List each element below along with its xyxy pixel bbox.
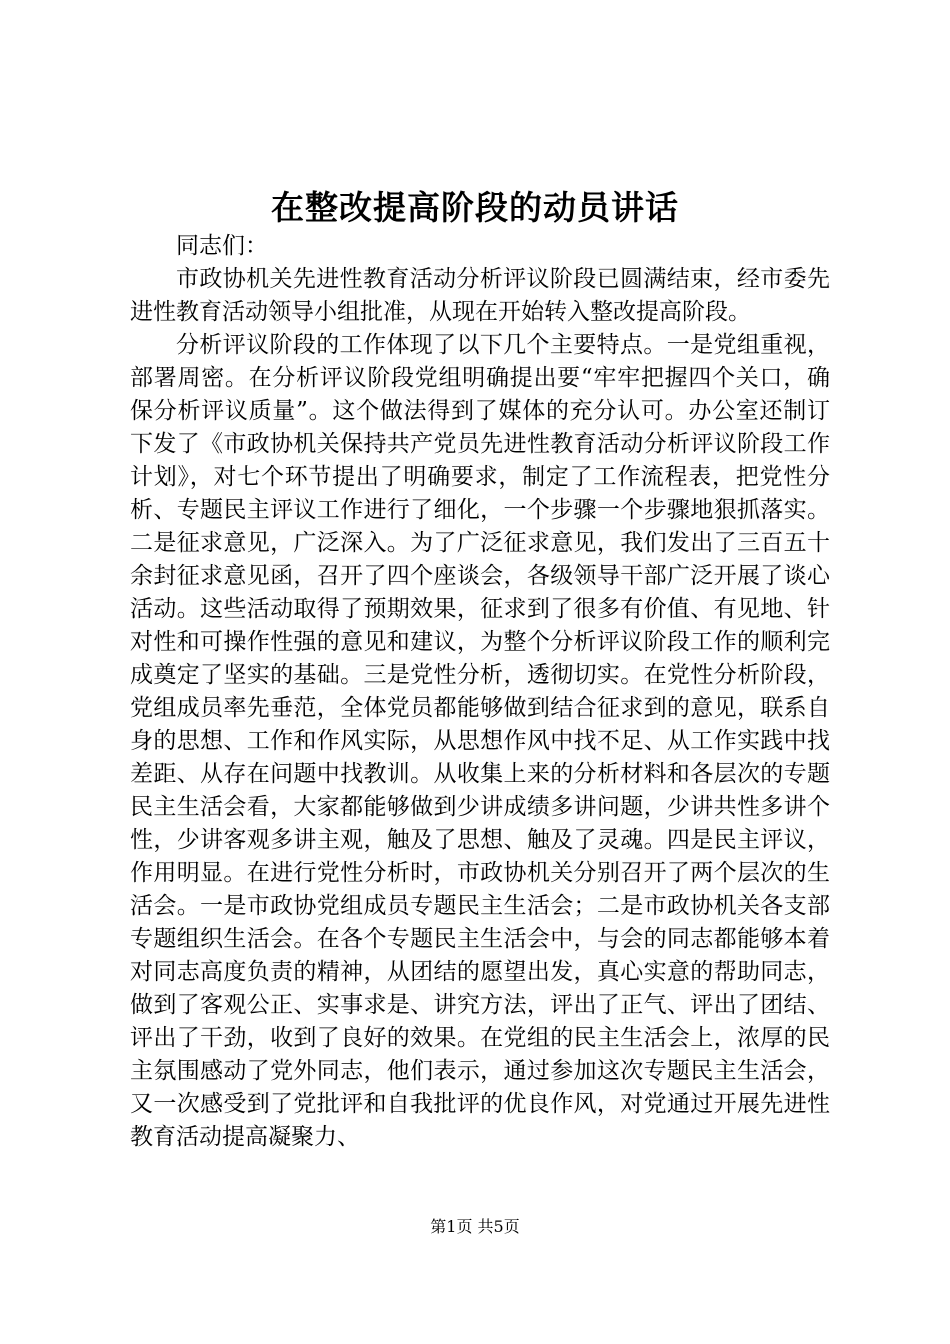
body-paragraph: 分析评议阶段的工作体现了以下几个主要特点。一是党组重视，部署周密。在分析评议阶段党组明确提出要“牢牢把握四个关口，确保分析评议质量”。这个做法得到了媒体的充分认可。办公室还制订下发了《市政协机关保持共产党员先进性教育活动分析评议阶段工作计划》，对七个环节提出了明确要求，制定了工作流程表，把党性分析、专题民主评议工作进行了细化，一个步骤一个步骤地狠抓落实。二是征求意见，广泛深入。为了广泛征求意见，我们发出了三百五十余封征求意见函，召开了四个座谈会，各级领导干部广泛开展了谈心活动。这些活动取得了预期效果，征求到了很多有价值、有见地、针对性和可操作性强的意见和建议，为整个分析评议阶段工作的顺利完成奠定了坚实的基础。三是党性分析，透彻切实。在党性分析阶段，党组成员率先垂范，全体党员都能够做到结合征求到的意见，联系自身的思想、工作和作风实际，从思想作风中找不足、从工作实践中找差距、从存在问题中找教训。从收集上来的分析材料和各层次的专题民主生活会看，大家都能够做到少讲成绩多讲问题，少讲共性多讲个性，少讲客观多讲主观，触及了思想、触及了灵魂。四是民主评议，作用明显。在进行党性分析时，市政协机关分别召开了两个层次的生活会。一是市政协党组成员专题民主生活会；二是市政协机关各支部专题组织生活会。在各个专题民主生活会中，与会的同志都能够本着对同志高度负责的精神，从团结的愿望出发，真心实意的帮助同志，做到了客观公正、实事求是、讲究方法，评出了正气、评出了团结、评出了干劲，收到了良好的效果。在党组的民主生活会上，浓厚的民主氛围感动了党外同志，他们表示，通过参加这次专题民主生活会，又一次感受到了党批评和自我批评的优良作风，对党通过开展先进性教育活动提高凝聚力、	[130, 332, 830, 1150]
salutation-paragraph: 同志们：	[176, 233, 268, 259]
document-title: 在整改提高阶段的动员讲话	[271, 188, 679, 227]
document-body	[130, 230, 830, 1154]
body-paragraph: 市政协机关先进性教育活动分析评议阶段已圆满结束，经市委先进性教育活动领导小组批准，从现在开始转入整改提高阶段。	[130, 266, 830, 325]
page-number-footer: 第1页 共5页	[430, 1217, 520, 1236]
